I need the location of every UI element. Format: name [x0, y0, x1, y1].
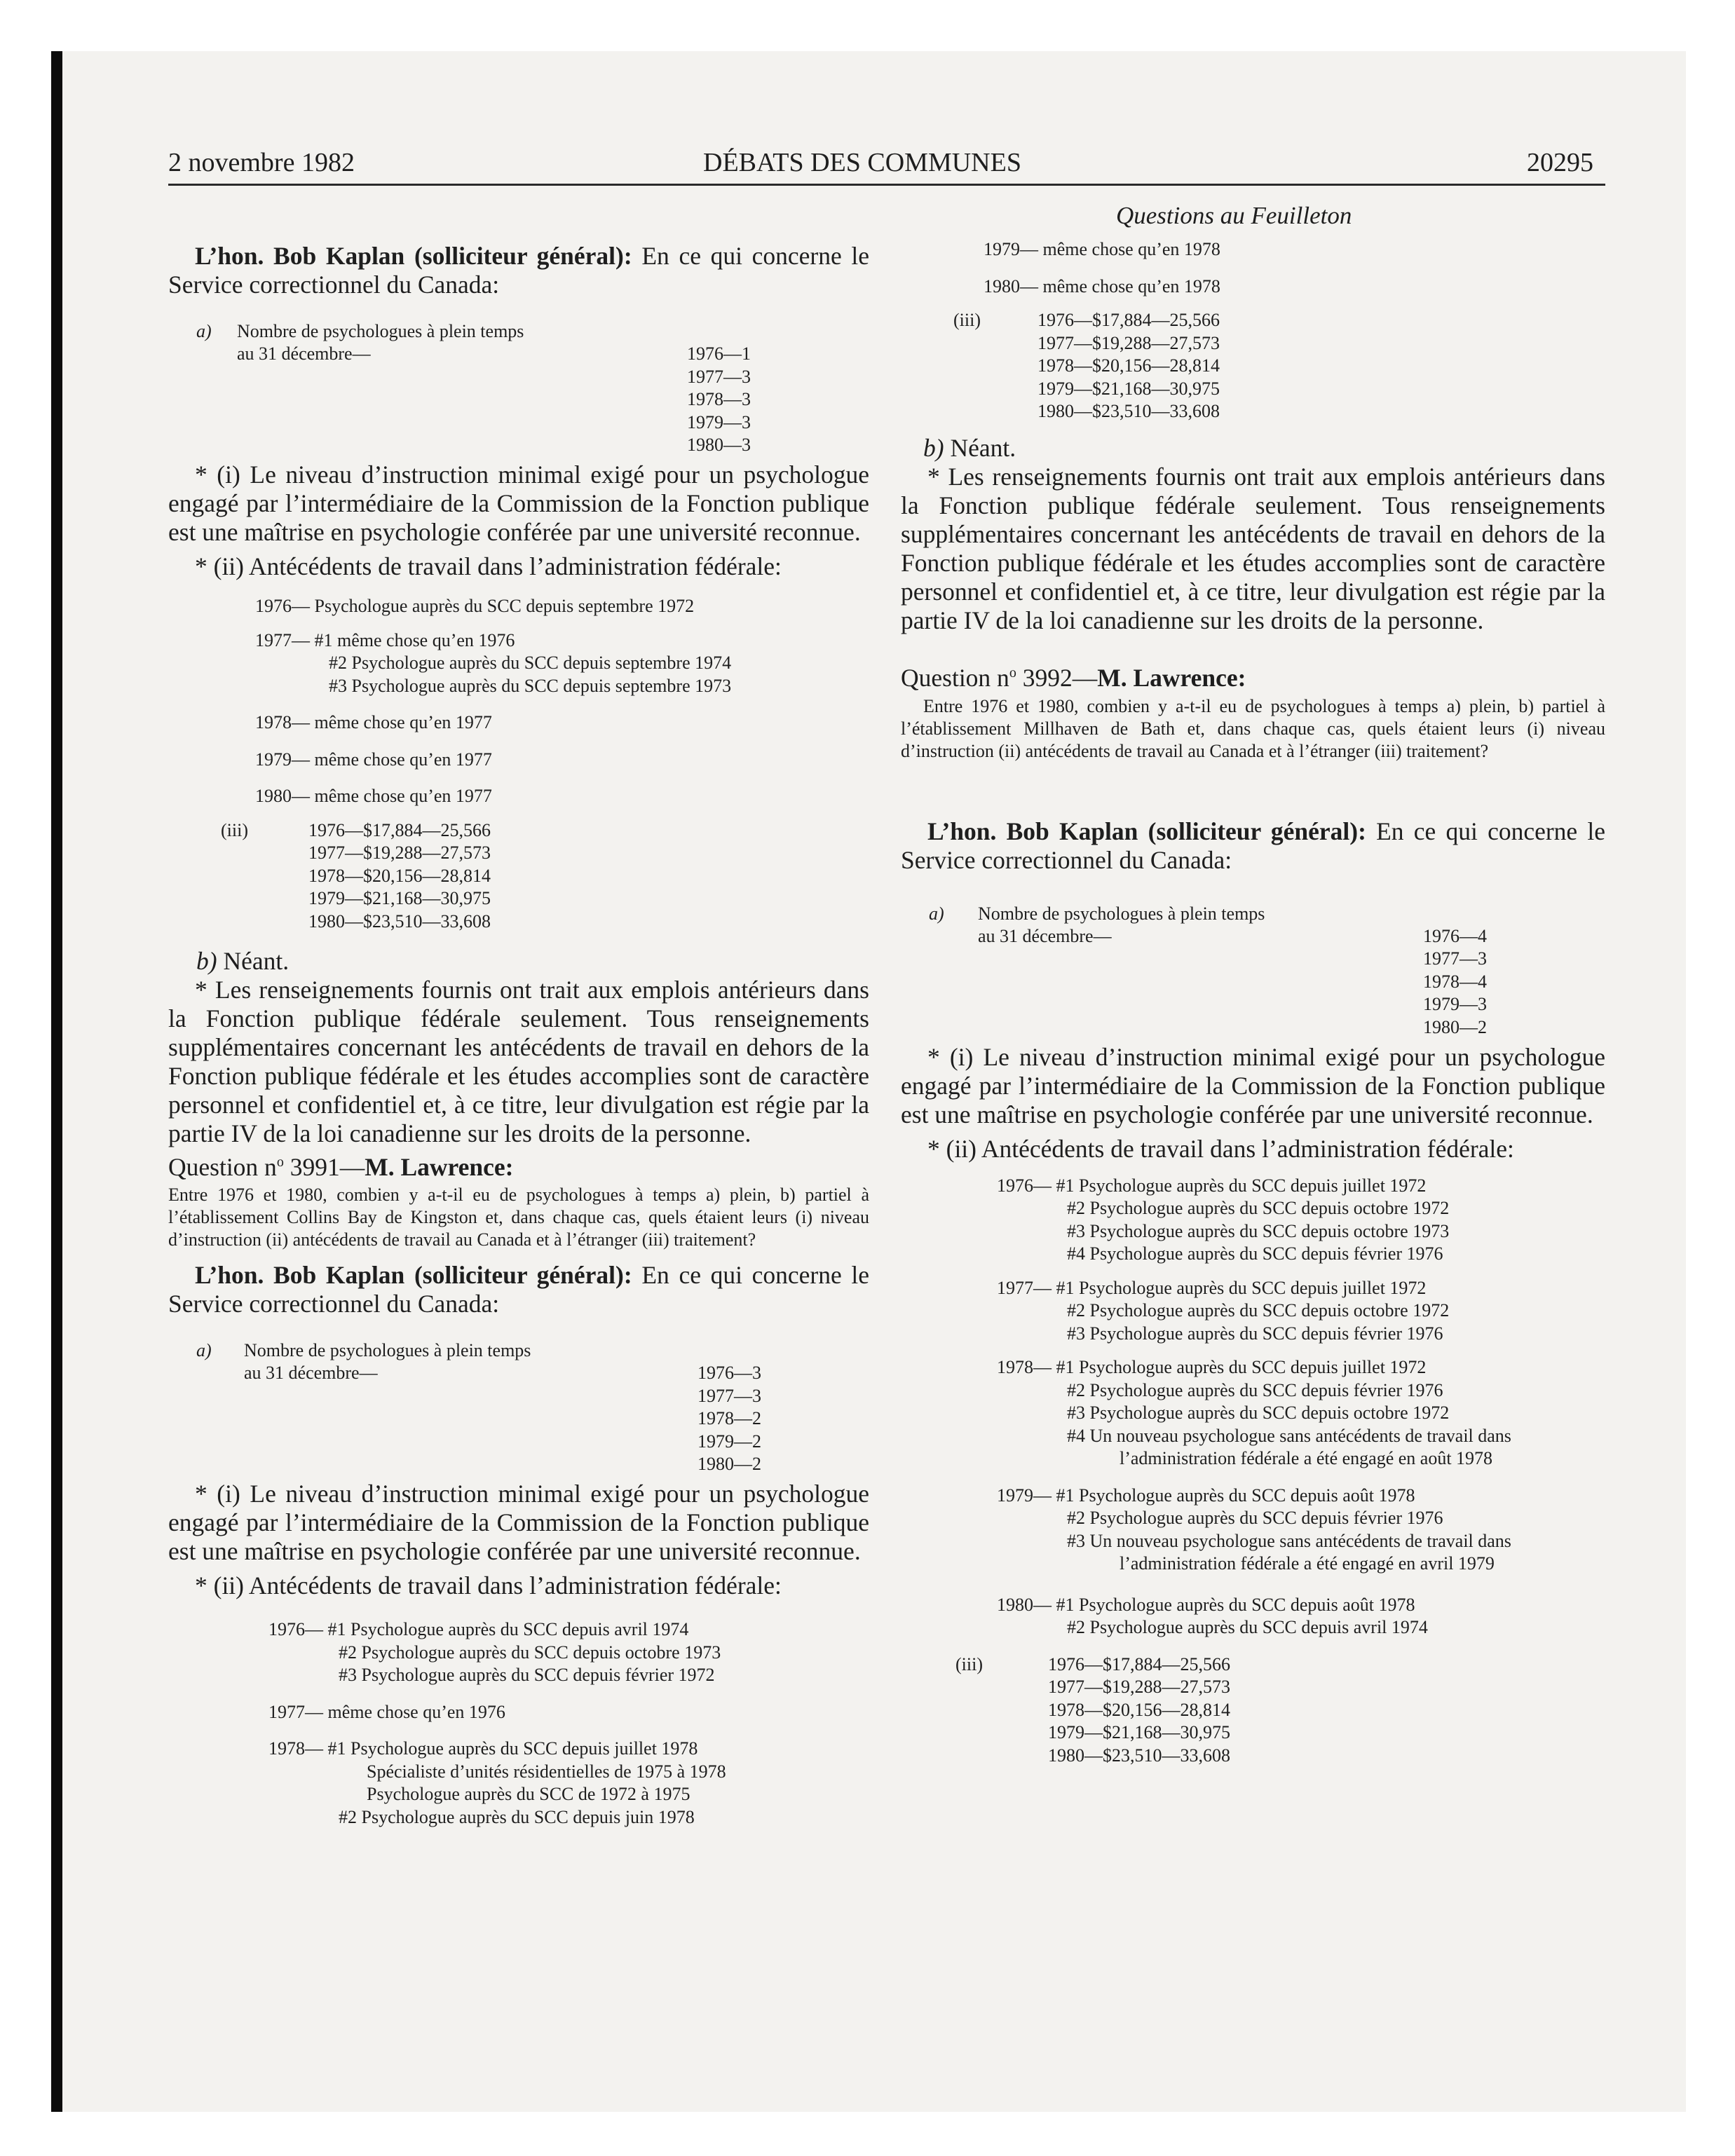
- a-counts: [698, 1362, 761, 1476]
- right-a-block: [901, 903, 1605, 1036]
- speaker: L’hon. Bob Kaplan (solliciteur général):: [927, 817, 1366, 845]
- history-1978: 1978— #1 Psychologue auprès du SCC depuis juillet 1972: [997, 1357, 1427, 1378]
- history-1976: 1976— #1 Psychologue auprès du SCC depuis juillet 1972: [997, 1175, 1427, 1196]
- a-counts: [687, 343, 751, 457]
- question-3992-heading: [901, 659, 1605, 692]
- count-line: 1977—3: [687, 366, 751, 387]
- count-line: 1977—3: [1423, 948, 1487, 969]
- question-3991-body: Entre 1976 et 1980, combien y a-t-il eu de psychologues à temps a) plein, b) partiel à l’établissement Collins Bay de Kingston et, dans chaque cas, quels étaient leurs (i) niveau d’instruction (ii) antécédents de travail au Canada et à l’étranger (iii) traitement?: [168, 1185, 869, 1250]
- question-prefix: Question n: [168, 1152, 277, 1181]
- right-ii-heading: * (ii) Antécédents de travail dans l’administration fédérale:: [927, 1134, 1514, 1163]
- right-reply: [901, 817, 1605, 875]
- right-iii-block: [901, 309, 1605, 428]
- right-b-line: [923, 434, 1605, 463]
- right-continued-list: [901, 238, 1605, 298]
- question-3992-body: Entre 1976 et 1980, combien y a-t-il eu de psychologues à temps a) plein, b) partiel à l’établissement Millhaven de Bath et, dans chaque cas, quels étaient leurs (i) niveau d’instruction (ii) antécédents de travail au Canada et à l’étranger (iii) traitement?: [901, 695, 1605, 761]
- left-column: [168, 242, 869, 1829]
- history-1979-3: #3 Un nouveau psychologue sans antécédents de travail dans: [1067, 1530, 1511, 1551]
- salary-line: 1976—$17,884—25,566: [308, 819, 491, 840]
- count-line: 1976—1: [687, 343, 751, 364]
- a-text-1: Nombre de psychologues à plein temps: [237, 321, 524, 341]
- history-1977: 1977— #1 même chose qu’en 1976: [255, 629, 515, 650]
- history-1978-4: #4 Un nouveau psychologue sans antécédents de travail dans: [1067, 1425, 1511, 1446]
- header-date: 2 novembre 1982: [168, 148, 355, 177]
- history-1977-2: #2 Psychologue auprès du SCC depuis octobre 1972: [1067, 1300, 1450, 1321]
- count-line: 1978—4: [1423, 971, 1487, 992]
- left-i-paragraph: * (i) Le niveau d’instruction minimal exigé pour un psychologue engagé par l’intermédiaire de la Commission de la Fonction publique est une maîtrise en psychologie conférée par une université reconnue.: [168, 460, 869, 546]
- salary-line: 1977—$19,288—27,573: [1037, 332, 1220, 353]
- iii-label: (iii): [955, 1653, 983, 1674]
- history-1978-5: l’administration fédérale a été engagé en août 1978: [1120, 1448, 1493, 1469]
- history-1978-2: #2 Psychologue auprès du SCC depuis février 1976: [1067, 1379, 1443, 1400]
- history-1979: 1979— même chose qu’en 1978: [984, 239, 1220, 259]
- history-1979-2: #2 Psychologue auprès du SCC depuis février 1976: [1067, 1508, 1443, 1529]
- count-line: 1976—3: [698, 1363, 761, 1384]
- salary-line: 1976—$17,884—25,566: [1037, 310, 1220, 330]
- history-1977-3: #3 Psychologue auprès du SCC depuis septembre 1973: [329, 675, 732, 696]
- salary-line: 1980—$23,510—33,608: [1037, 401, 1220, 421]
- header-page-number: 20295: [1527, 148, 1593, 177]
- salary-line: 1977—$19,288—27,573: [308, 842, 491, 863]
- count-line: 1978—3: [687, 389, 751, 409]
- history-1979-4: l’administration fédérale a été engagé en avril 1979: [1120, 1553, 1495, 1574]
- iii-label: (iii): [953, 310, 981, 330]
- question-3991-heading: [168, 1148, 869, 1182]
- history-1978-3: #3 Psychologue auprès du SCC depuis octobre 1972: [1067, 1403, 1450, 1424]
- left-note: * Les renseignements fournis ont trait aux emplois antérieurs dans la Fonction publique fédérale seulement. Tous renseignements supplémentaires concernant les antécédents de travail en dehors de la Fonction publique fédérale et les études accomplies sont de caractère personnel et confidentiel et, à ce titre, leur divulgation est régie par la partie IV de la loi canadienne sur les droits de la personne.: [168, 975, 869, 1147]
- count-line: 1978—2: [698, 1408, 761, 1429]
- salary-list: [308, 819, 491, 934]
- right-note: * Les renseignements fournis ont trait aux emplois antérieurs dans la Fonction publique fédérale seulement. Tous renseignements supplémentaires concernant les antécédents de travail en dehors de la Fonction publique fédérale et les études accomplies sont de caractère personnel et confidentiel et, à ce titre, leur divulgation est régie par la partie IV de la loi canadienne sur les droits de la personne.: [901, 463, 1605, 634]
- history-1976: 1976— Psychologue auprès du SCC depuis septembre 1972: [255, 596, 695, 616]
- history-1976-3: #3 Psychologue auprès du SCC depuis octobre 1973: [1067, 1220, 1450, 1241]
- speaker: L’hon. Bob Kaplan (solliciteur général):: [195, 242, 632, 270]
- b-text: Néant.: [944, 434, 1016, 462]
- a-text-2: au 31 décembre—: [244, 1363, 378, 1384]
- b-label: b): [923, 434, 944, 462]
- right-column: [901, 238, 1605, 1773]
- left-b-line: [196, 947, 869, 976]
- history-1980: 1980— même chose qu’en 1978: [984, 275, 1220, 296]
- salary-list: [1048, 1653, 1230, 1768]
- history-1978-3: Psychologue auprès du SCC de 1972 à 1975: [367, 1784, 690, 1805]
- header-rule: [168, 184, 1605, 186]
- count-line: 1976—4: [1423, 925, 1487, 946]
- history-1978: 1978— #1 Psychologue auprès du SCC depuis juillet 1978: [268, 1738, 698, 1759]
- salary-line: 1978—$20,156—28,814: [308, 865, 491, 886]
- history-1976-2: #2 Psychologue auprès du SCC depuis octobre 1973: [339, 1642, 721, 1663]
- history-1979: 1979— même chose qu’en 1977: [255, 749, 492, 770]
- count-line: 1977—3: [698, 1385, 761, 1406]
- a-text-1: Nombre de psychologues à plein temps: [978, 903, 1265, 924]
- left-reply-2: [168, 1261, 869, 1318]
- history-1977: 1977— même chose qu’en 1976: [268, 1701, 505, 1722]
- question-number: 3992—: [1016, 663, 1098, 692]
- history-1980-2: #2 Psychologue auprès du SCC depuis avril 1974: [1067, 1617, 1428, 1638]
- salary-list: [1037, 309, 1220, 423]
- left-ii-list: [168, 595, 869, 808]
- question-sup: o: [276, 1154, 284, 1170]
- iii-label: (iii): [221, 819, 248, 840]
- history-1978-4: #2 Psychologue auprès du SCC depuis juin 1978: [339, 1806, 695, 1827]
- left-ii2-heading: * (ii) Antécédents de travail dans l’administration fédérale:: [195, 1571, 782, 1600]
- left-ii-heading: * (ii) Antécédents de travail dans l’administration fédérale:: [195, 552, 782, 580]
- salary-line: 1979—$21,168—30,975: [308, 888, 491, 908]
- a-text-2: au 31 décembre—: [978, 925, 1112, 946]
- history-1980: 1980— #1 Psychologue auprès du SCC depuis août 1978: [997, 1594, 1415, 1615]
- a-counts: [1423, 925, 1487, 1039]
- b-label: b): [196, 946, 217, 975]
- a-text-1: Nombre de psychologues à plein temps: [244, 1340, 531, 1361]
- reply-text: En ce qui concerne le Service correctionnel du Canada:: [901, 817, 1606, 874]
- b-text: Néant.: [217, 946, 290, 975]
- salary-line: 1978—$20,156—28,814: [1037, 355, 1220, 376]
- history-1978: 1978— même chose qu’en 1977: [255, 712, 492, 732]
- question-asker: M. Lawrence:: [1097, 663, 1246, 692]
- history-1977: 1977— #1 Psychologue auprès du SCC depuis juillet 1972: [997, 1277, 1427, 1298]
- count-line: 1980—2: [698, 1454, 761, 1475]
- count-line: 1979—3: [687, 411, 751, 432]
- salary-line: 1977—$19,288—27,573: [1048, 1677, 1230, 1698]
- count-line: 1979—2: [698, 1431, 761, 1452]
- reply-text: En ce qui concerne le Service correctionnel du Canada:: [168, 1261, 870, 1318]
- question-number: 3991—: [283, 1152, 365, 1181]
- right-ii-list: [901, 1175, 1605, 1639]
- left-a-block: [168, 320, 869, 453]
- right-iii2-block: [901, 1653, 1605, 1773]
- left-a2-block: [168, 1339, 869, 1473]
- salary-line: 1979—$21,168—30,975: [1048, 1722, 1230, 1743]
- left-reply-1: [168, 242, 869, 299]
- a-label: a): [929, 903, 944, 924]
- history-1978-2: Spécialiste d’unités résidentielles de 1975 à 1978: [367, 1761, 726, 1782]
- history-1977-3: #3 Psychologue auprès du SCC depuis février 1976: [1067, 1323, 1443, 1344]
- history-1980: 1980— même chose qu’en 1977: [255, 786, 492, 806]
- salary-line: 1980—$23,510—33,608: [1048, 1745, 1230, 1766]
- question-asker: M. Lawrence:: [365, 1152, 514, 1181]
- history-1976-3: #3 Psychologue auprès du SCC depuis février 1972: [339, 1665, 715, 1686]
- history-1976-4: #4 Psychologue auprès du SCC depuis février 1976: [1067, 1243, 1443, 1264]
- salary-line: 1979—$21,168—30,975: [1037, 378, 1220, 399]
- count-line: 1980—3: [687, 435, 751, 455]
- question-sup: o: [1009, 665, 1016, 681]
- history-1976-2: #2 Psychologue auprès du SCC depuis octobre 1972: [1067, 1198, 1450, 1219]
- count-line: 1980—2: [1423, 1016, 1487, 1037]
- speaker: L’hon. Bob Kaplan (solliciteur général):: [195, 1261, 632, 1290]
- salary-line: 1978—$20,156—28,814: [1048, 1699, 1230, 1720]
- salary-line: 1980—$23,510—33,608: [308, 910, 491, 932]
- right-i-paragraph: * (i) Le niveau d’instruction minimal exigé pour un psychologue engagé par l’intermédiaire de la Commission de la Fonction publique est une maîtrise en psychologie conférée par une université reconnue.: [901, 1042, 1605, 1128]
- salary-line: 1976—$17,884—25,566: [1048, 1653, 1230, 1674]
- history-1979: 1979— #1 Psychologue auprès du SCC depuis août 1978: [997, 1485, 1415, 1506]
- header-title: DÉBATS DES COMMUNES: [703, 148, 1021, 177]
- left-ii2-list: [168, 1618, 869, 1829]
- count-line: 1979—3: [1423, 994, 1487, 1015]
- left-i2-paragraph: * (i) Le niveau d’instruction minimal exigé pour un psychologue engagé par l’intermédiaire de la Commission de la Fonction publique est une maîtrise en psychologie conférée par une université reconnue.: [168, 1480, 869, 1566]
- running-head: Questions au Feuilleton: [1116, 202, 1352, 229]
- question-prefix: Question n: [901, 663, 1009, 692]
- a-label: a): [196, 321, 212, 341]
- a-label: a): [196, 1340, 212, 1361]
- history-1977-2: #2 Psychologue auprès du SCC depuis septembre 1974: [329, 653, 732, 673]
- a-text-2: au 31 décembre—: [237, 343, 371, 364]
- history-1976: 1976— #1 Psychologue auprès du SCC depuis avril 1974: [268, 1619, 689, 1640]
- left-iii-block: [168, 819, 869, 939]
- reply-text: En ce qui concerne le Service correctionnel du Canada:: [168, 242, 870, 299]
